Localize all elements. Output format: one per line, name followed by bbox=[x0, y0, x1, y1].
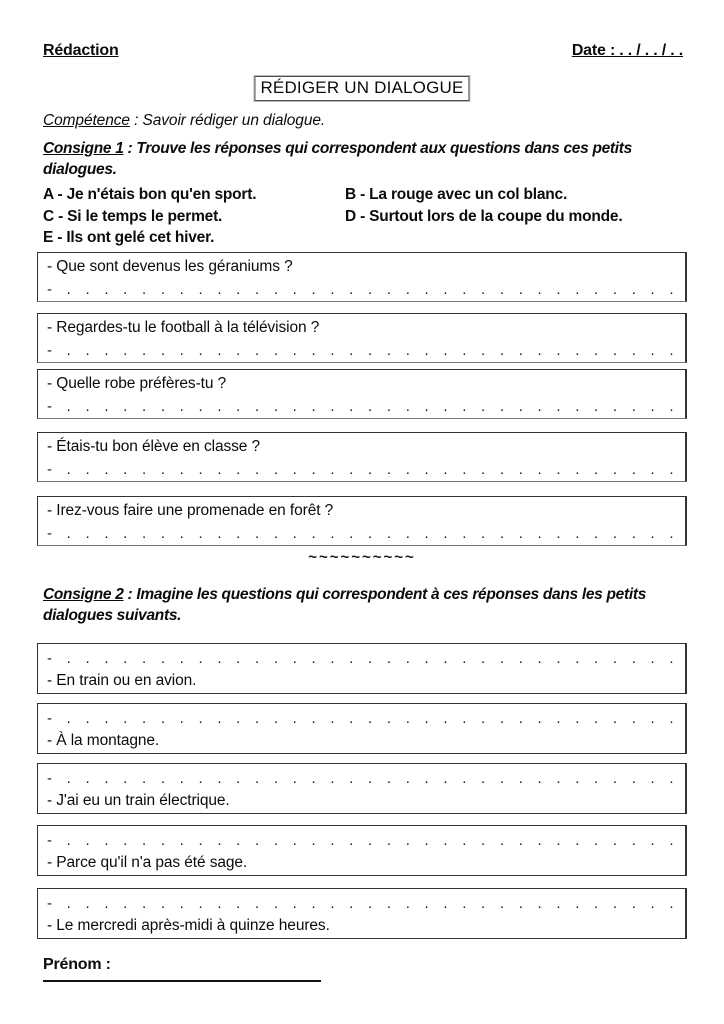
dialogue-question: - Quelle robe préfères-tu ? bbox=[47, 375, 227, 392]
dialogue-box-5 bbox=[37, 496, 687, 546]
name-blank-line bbox=[43, 956, 321, 982]
consigne-2-text: : Imagine les questions qui correspondent à ces réponses dans les petits dialogues suivants. bbox=[43, 586, 647, 624]
question-dotted-line: - . . . . . . . . . . . . . . . . . . . . . . . . . . . . . . . . . bbox=[47, 832, 674, 849]
dialogue-box-9 bbox=[37, 825, 687, 876]
consigne-1-text: : Trouve les réponses qui correspondent aux questions dans ces petits dialogues. bbox=[43, 140, 632, 178]
question-dotted-line: - . . . . . . . . . . . . . . . . . . . . . . . . . . . . . . . . . bbox=[47, 895, 674, 912]
dialogue-box-10 bbox=[37, 888, 687, 939]
dialogue-answer: - En train ou en avion. bbox=[47, 672, 197, 689]
page-title: RÉDIGER UN DIALOGUE bbox=[254, 76, 469, 101]
competence-line bbox=[43, 112, 325, 130]
dialogue-question: - Que sont devenus les géraniums ? bbox=[47, 258, 293, 275]
dialogue-question: - Regardes-tu le football à la télévision ? bbox=[47, 319, 320, 336]
answer-dotted-line: - . . . . . . . . . . . . . . . . . . . . . . . . . . . . . . . . . bbox=[47, 281, 674, 298]
dialogue-box-3 bbox=[37, 369, 687, 419]
option-e: E - Ils ont gelé cet hiver. bbox=[43, 229, 215, 246]
consigne-2 bbox=[43, 584, 688, 626]
name-label: Prénom : bbox=[43, 956, 111, 973]
dialogue-question: - Étais-tu bon élève en classe ? bbox=[47, 438, 261, 455]
answer-dotted-line: - . . . . . . . . . . . . . . . . . . . . . . . . . . . . . . . . . bbox=[47, 525, 674, 542]
question-dotted-line: - . . . . . . . . . . . . . . . . . . . . . . . . . . . . . . . . . bbox=[47, 770, 674, 787]
tilde-separator: ~~~~~~~~~~ bbox=[308, 549, 416, 566]
answer-dotted-line: - . . . . . . . . . . . . . . . . . . . . . . . . . . . . . . . . . bbox=[47, 461, 674, 478]
answer-options-list bbox=[43, 184, 693, 249]
consigne-1-label: Consigne 1 bbox=[43, 140, 124, 157]
answer-dotted-line: - . . . . . . . . . . . . . . . . . . . . . . . . . . . . . . . . . bbox=[47, 398, 674, 415]
dialogue-answer: - J'ai eu un train électrique. bbox=[47, 792, 230, 809]
dialogue-box-1 bbox=[37, 252, 687, 302]
answer-dotted-line: - . . . . . . . . . . . . . . . . . . . . . . . . . . . . . . . . . bbox=[47, 342, 674, 359]
dialogue-box-7 bbox=[37, 703, 687, 754]
date-field: Date : . . / . . / . . bbox=[571, 42, 683, 59]
question-dotted-line: - . . . . . . . . . . . . . . . . . . . . . . . . . . . . . . . . . bbox=[47, 650, 674, 667]
competence-text: : Savoir rédiger un dialogue. bbox=[129, 112, 326, 129]
dialogue-box-6 bbox=[37, 643, 687, 694]
option-b: B - La rouge avec un col blanc. bbox=[345, 186, 568, 203]
option-d: D - Surtout lors de la coupe du monde. bbox=[345, 207, 623, 225]
consigne-2-label: Consigne 2 bbox=[43, 586, 124, 603]
dialogue-answer: - À la montagne. bbox=[47, 732, 160, 749]
consigne-1 bbox=[43, 138, 688, 180]
dialogue-answer: - Le mercredi après-midi à quinze heures. bbox=[47, 917, 330, 934]
dialogue-question: - Irez-vous faire une promenade en forêt ? bbox=[47, 502, 334, 519]
dialogue-box-4 bbox=[37, 432, 687, 482]
dialogue-box-8 bbox=[37, 763, 687, 814]
option-a: A - Je n'étais bon qu'en sport. bbox=[43, 186, 257, 203]
dialogue-answer: - Parce qu'il n'a pas été sage. bbox=[47, 854, 248, 871]
question-dotted-line: - . . . . . . . . . . . . . . . . . . . . . . . . . . . . . . . . . bbox=[47, 710, 674, 727]
competence-label: Compétence bbox=[43, 112, 130, 129]
option-c: C - Si le temps le permet. bbox=[43, 207, 223, 225]
dialogue-box-2 bbox=[37, 313, 687, 363]
subject-heading: Rédaction bbox=[43, 42, 119, 59]
